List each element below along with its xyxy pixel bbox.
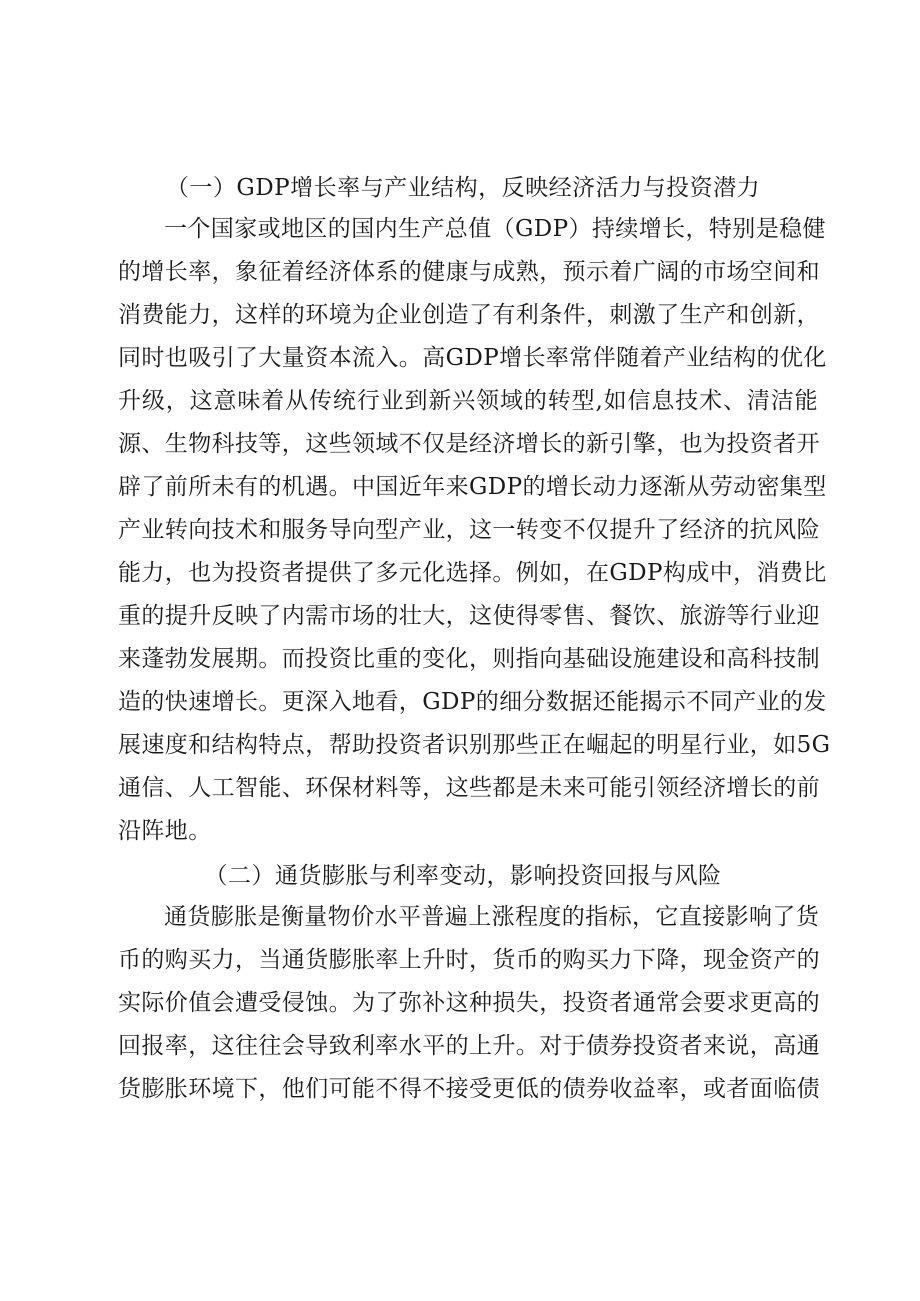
- paragraph-line: 同时也吸引了大量资本流入。高GDP增长率常伴随着产业结构的优化: [118, 345, 827, 371]
- paragraph-line: 源、生物科技等，这些领域不仅是经济增长的新引擎，也为投资者开: [118, 431, 820, 457]
- paragraph-line: 通信、人工智能、环保材料等，这些都是未来可能引领经济增长的前: [118, 775, 820, 801]
- paragraph-line: 币的购买力，当通货膨胀率上升时，货币的购买力下降，现金资产的: [118, 947, 820, 973]
- section-heading-inflation: （二）通货膨胀与利率变动，影响投资回报与风险: [204, 863, 722, 889]
- paragraph-line: 回报率，这往往会导致利率水平的上升。对于债券投资者来说，高通: [118, 1033, 820, 1059]
- paragraph-line: 造的快速增长。更深入地看，GDP的细分数据还能揭示不同产业的发: [118, 689, 827, 715]
- paragraph-line: 展速度和结构特点，帮助投资者识别那些正在崛起的明星行业，如5G: [118, 732, 831, 758]
- section-heading-gdp: （一）GDP增长率与产业结构，反映经济活力与投资潜力: [165, 175, 761, 201]
- paragraph-line: 辟了前所未有的机遇。中国近年来GDP的增长动力逐渐从劳动密集型: [118, 474, 827, 500]
- paragraph-line: 实际价值会遭受侵蚀。为了弥补这种损失，投资者通常会要求更高的: [118, 990, 820, 1016]
- paragraph-line: 沿阵地。: [118, 818, 212, 844]
- paragraph-line: 的增长率，象征着经济体系的健康与成熟，预示着广阔的市场空间和: [118, 259, 820, 285]
- paragraph-line: 重的提升反映了内需市场的壮大，这使得零售、餐饮、旅游等行业迎: [118, 603, 820, 629]
- paragraph-gdp: [118, 208, 831, 853]
- paragraph-line: 货膨胀环境下，他们可能不得不接受更低的债券收益率，或者面临债: [118, 1076, 820, 1102]
- paragraph-line: 来蓬勃发展期。而投资比重的变化，则指向基础设施建设和高科技制: [118, 646, 820, 672]
- paragraph-line: 产业转向技术和服务导向型产业，这一转变不仅提升了经济的抗风险: [118, 517, 820, 543]
- paragraph-line: 能力，也为投资者提供了多元化选择。例如，在GDP构成中，消费比: [118, 560, 827, 586]
- paragraph-inflation: [118, 896, 818, 1111]
- paragraph-line: 升级，这意味着从传统行业到新兴领域的转型,如信息技术、清洁能: [118, 388, 818, 414]
- paragraph-line: 一个国家或地区的国内生产总值（GDP）持续增长，特别是稳健: [164, 216, 826, 242]
- paragraph-line: 通货膨胀是衡量物价水平普遍上涨程度的指标，它直接影响了货: [164, 904, 820, 930]
- paragraph-line: 消费能力，这样的环境为企业创造了有利条件，刺激了生产和创新，: [118, 302, 820, 328]
